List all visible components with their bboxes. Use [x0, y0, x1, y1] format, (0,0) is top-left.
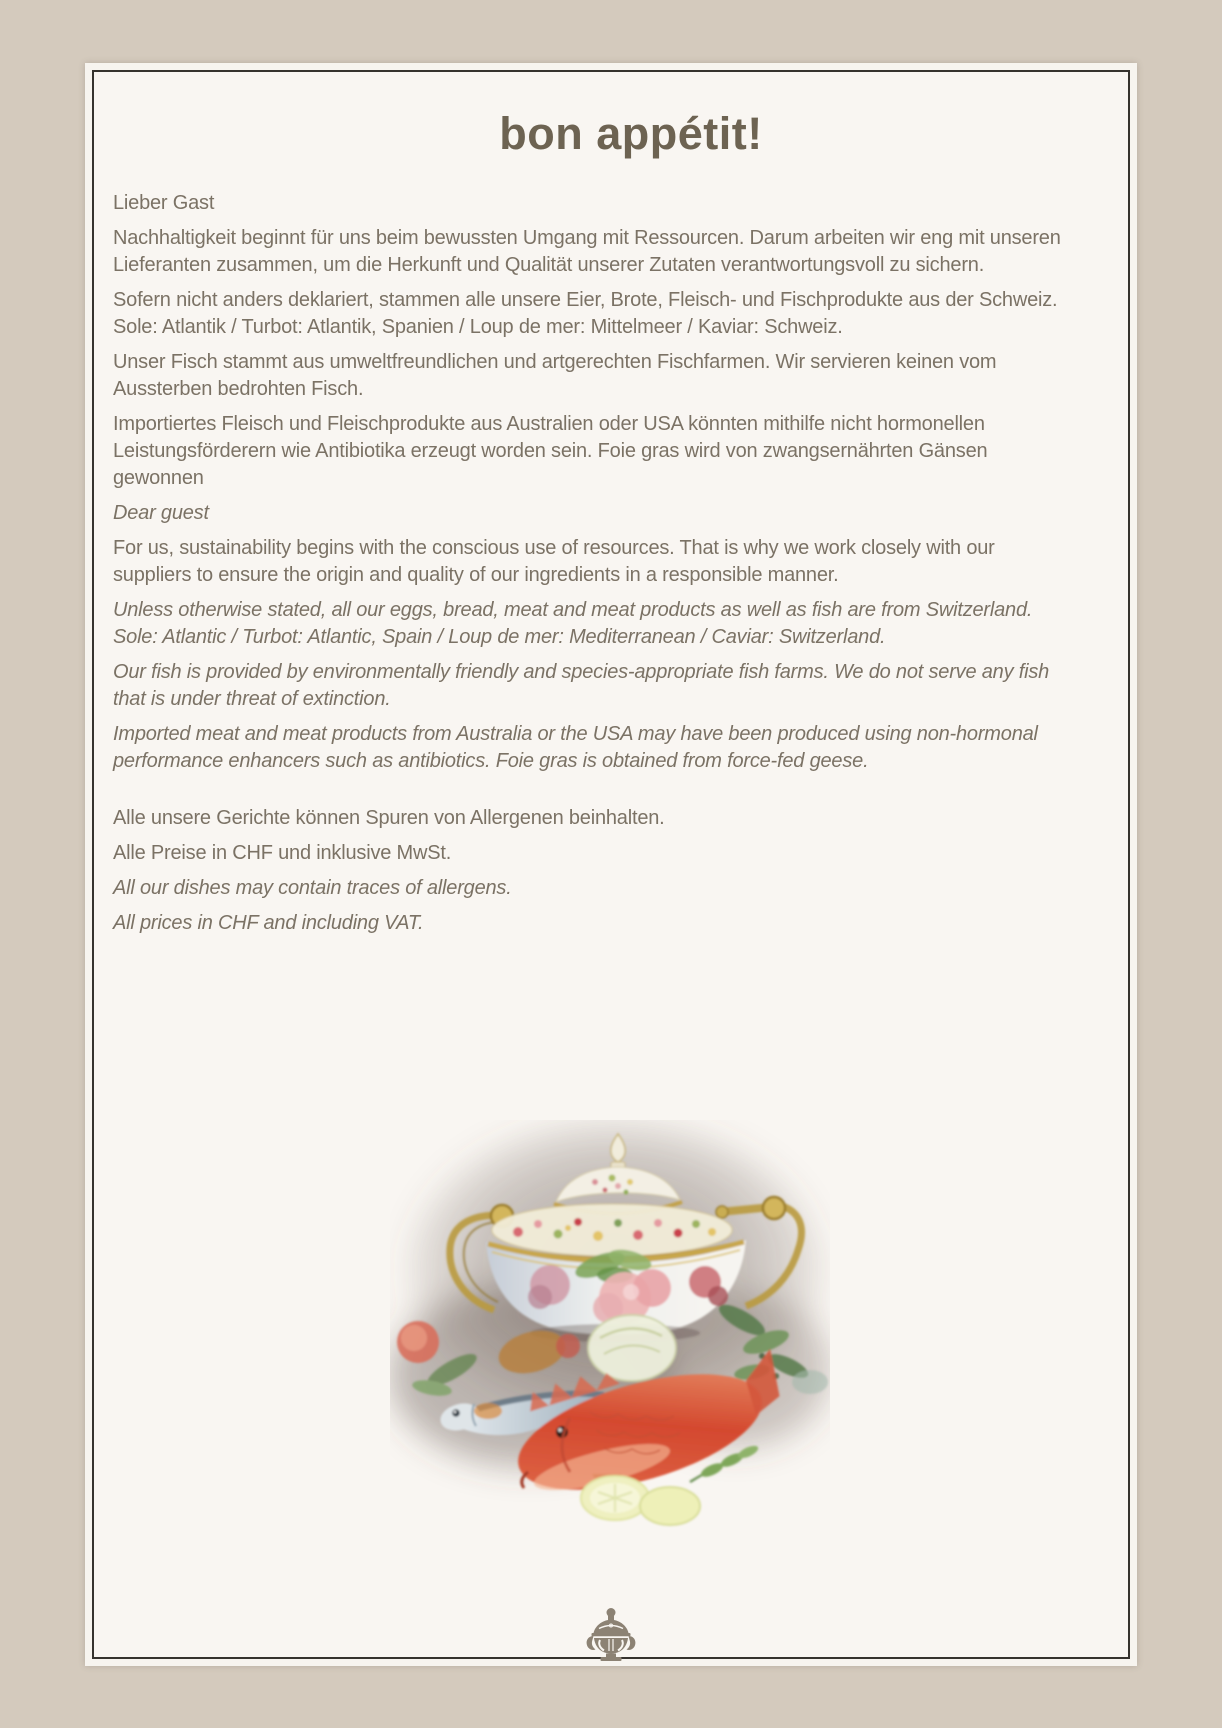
lemon-slices — [581, 1476, 700, 1525]
greeting-en: Dear guest — [113, 502, 209, 524]
tomato — [397, 1321, 439, 1363]
allergen-price-notes — [113, 805, 1078, 937]
onion — [588, 1315, 676, 1381]
page-frame — [92, 70, 1130, 1659]
paragraph-de-1: Nachhaltigkeit beginnt für uns beim bewussten Umgang mit Ressourcen. Darum arbeiten wir eng mit unseren Lieferanten zusammen, um die Herkunft und Qualität unserer Zutaten verantwortungsvoll zu sichern. — [113, 227, 1061, 276]
note-de-allergens: Alle unsere Gerichte können Spuren von Allergenen beinhalten. — [113, 807, 665, 829]
soup-tureen-illustration — [390, 1120, 830, 1532]
menu-paper — [85, 63, 1137, 1666]
paragraph-de-2: Sofern nicht anders deklariert, stammen alle unsere Eier, Brote, Fleisch- und Fischprodukte aus der Schweiz. Sole: Atlantik / Turbot: Atlantik, Spanien / Loup de mer: Mittelmeer / Kaviar: Schweiz. — [113, 289, 1058, 338]
menu-text-block — [113, 190, 1078, 945]
paragraph-en-1: Unless otherwise stated, all our eggs, bread, meat and meat products as well as fish are from Switzerland. Sole: Atlantic / Turbot: Atlantic, Spain / Loup de mer: Mediterranean / Caviar: Switzerland. — [113, 599, 1033, 648]
radish — [556, 1334, 580, 1358]
tureen-emblem-icon — [585, 1607, 637, 1661]
paragraph-en-3: Imported meat and meat products from Australia or the USA may have been produced using non-hormonal performance enhancers such as antibiotics. Foie gras is obtained from force-fed geese. — [113, 723, 1038, 772]
note-en-prices: All prices in CHF and including VAT. — [113, 912, 424, 934]
page-title: bon appétit! — [499, 108, 763, 159]
greeting-de: Lieber Gast — [113, 192, 215, 214]
note-de-prices: Alle Preise in CHF und inklusive MwSt. — [113, 842, 452, 864]
paragraph-de-3: Unser Fisch stammt aus umweltfreundlichen und artgerechten Fischfarmen. Wir servieren keinen vom Aussterben bedrohten Fisch. — [113, 351, 997, 400]
paragraph-en-intro: For us, sustainability begins with the conscious use of resources. That is why we work closely with our suppliers to ensure the origin and quality of our ingredients in a responsible manner. — [113, 537, 995, 586]
note-en-allergens: All our dishes may contain traces of allergens. — [113, 877, 512, 899]
paragraph-de-4: Importiertes Fleisch und Fleischprodukte aus Australien oder USA könnten mithilfe nicht hormonellen Leistungsförderern wie Antibiotika erzeugt worden sein. Foie gras wird von zwangsernährten Gänsen gewonnen — [113, 413, 988, 489]
paragraph-en-2: Our fish is provided by environmentally friendly and species-appropriate fish farms. We do not serve any fish that is under threat of extinction. — [113, 661, 1050, 710]
